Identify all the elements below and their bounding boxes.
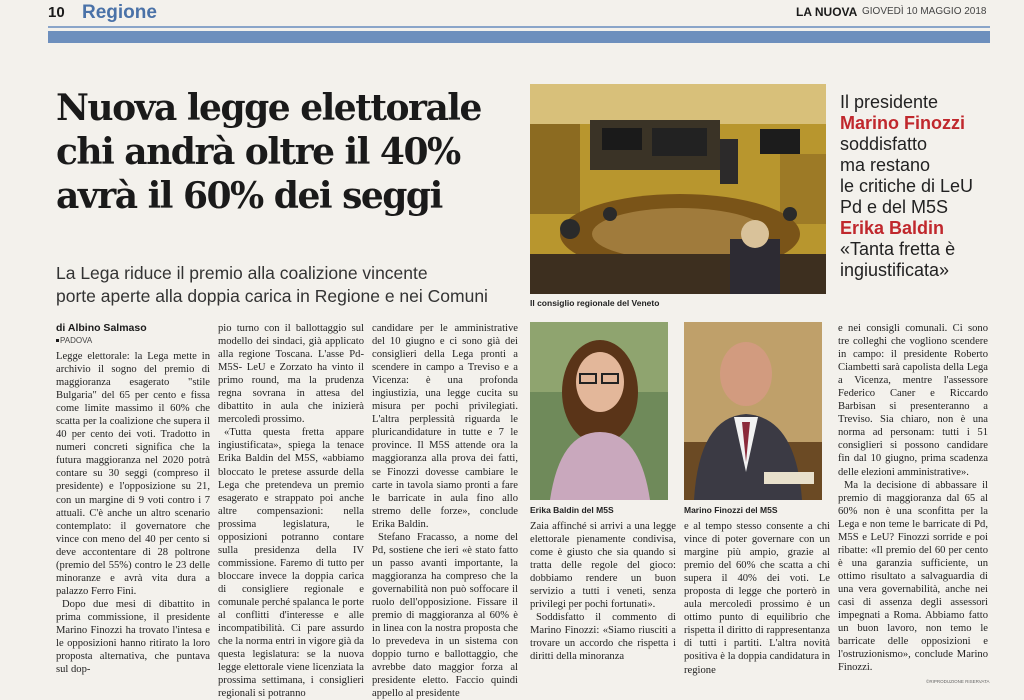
headline	[56, 86, 526, 218]
baldin-photo	[530, 322, 668, 500]
headline-line: Nuova legge elettorale	[56, 87, 481, 129]
finozzi-caption: Marino Finozzi del M5S	[684, 505, 778, 515]
text-column	[218, 322, 364, 700]
header-rule	[48, 26, 990, 28]
paper-name: LA NUOVA	[796, 5, 858, 19]
issue-date: GIOVEDÌ 10 MAGGIO 2018	[862, 6, 987, 17]
paragraph: Soddisfatto il commento di Marino Finozzi: «Siamo riusciti a trovare un accordo che rispetta i diritti della minoranza	[530, 612, 676, 663]
text-column	[684, 520, 830, 676]
sidebar-line: Pd e del M5S	[840, 197, 949, 217]
location-mark	[56, 339, 59, 342]
council-caption: Il consiglio regionale del Veneto	[530, 298, 660, 308]
sidebar-name: Marino Finozzi	[840, 113, 965, 133]
paragraph: pio turno con il ballottaggio sul modello dei sindaci, già applicato alla regione Toscana. L'asse Pd- M5S- LeU e Zorzato ha vinto il primo round, ma la prudenza regna sovrana in attesa del dibattito in aula che inizierà mercoledì prossimo.	[218, 323, 364, 426]
council-photo	[530, 84, 826, 294]
subtitle-line: porte aperte alla doppia carica in Regione e nei Comuni	[56, 286, 488, 306]
text-column	[372, 322, 518, 700]
baldin-caption: Erika Baldin del M5S	[530, 505, 614, 515]
text-column	[838, 322, 988, 674]
paragraph: Stefano Fracasso, a nome del Pd, sostiene che ieri «è stato fatto un passo avanti importante, la maggioranza ha compreso che la governabilità non può soffocare il ruolo dell'opposizione. Fissare il premio di maggioranza al 60% è in linea con la nostra proposta che lo prevedeva in un sistema con doppio turno e ballottaggio, che avrebbe dato maggior forza al presidente eletto. Faccio quindi appello al presidente	[372, 531, 518, 700]
headline-line: chi andrà oltre il 40%	[56, 131, 460, 173]
paragraph: candidare per le amministrative del 10 giugno e ci sono già dei consiglieri della Lega pronti a scendere in campo a Treviso e a Vicenza: è una profonda ingiustizia, una legge cucita su misura per pochi privilegiati. L'altra perplessità riguarda le pluricandidature in tutte e 7 le province. Il M5S attende ora la maggioranza alla prova dei fatti, se Finozzi dovesse cambiare le carte in tavola siamo pronti a fare le barricate in aula fino allo stremo delle forze», conclude Erika Baldin.	[372, 323, 518, 530]
paragraph: Zaia affinché si arrivi a una legge elettorale pienamente condivisa, come è giusto che sia quando si tratta delle regole del gioco: dobbiamo rendere un buon servizio a tutti i veneti, senza privilegi per pochi fortunati».	[530, 521, 676, 611]
paragraph: Legge elettorale: la Lega mette in archivio il sogno del premio di maggioranza esagerato "stile Bulgaria" del 65 per cento e fissa come limite massimo il 60% che scatta per la coalizione che supera il 40 per cento dei voti. Tradotto in numeri concreti significa che la futura maggioranza nel 2020 potrà contare su 30 seggi (compreso il presidente) e l'opposizione su 21, con un margine di 9 voti contro i 7 attuali. C'è anche un altro scenario contemplato: il governatore che vince con meno del 40 per cento si deve accontentare di 28 poltrone (premio del 55%) contro le 23 delle minoranze e avrà vita dura a palazzo Ferro Fini.	[56, 351, 210, 597]
sidebar-name: Erika Baldin	[840, 218, 945, 238]
header-bar	[48, 31, 990, 43]
section-title: Regione	[82, 2, 157, 23]
sidebar-quote	[840, 92, 1010, 281]
sidebar-line: soddisfatto	[840, 134, 928, 154]
finozzi-photo	[684, 322, 822, 500]
paragraph: Ma la decisione di abbassare il premio di maggioranza dal 65 al 60% non è una sconfitta per la Lega e non teme le barricate di Pd, M5S e LeU? Finozzi sorride e poi ribatte: «Il premio del 60 per cento è una garanzia sufficiente, un ottimo risultato a salvaguardia di una vera governabilità, anche nei casi di assenza degli assessori impegnati a Roma. Abbiamo fatto un buon lavoro, non temo le barricate delle opposizioni e l'ostruzionismo», conclude Marino Finozzi.	[838, 479, 988, 674]
page-number: 10	[48, 4, 65, 21]
paragraph: «Tutta questa fretta appare ingiustificata», spiega la tenace Erika Baldin del M5S, «abbiamo bloccato le pretese assurde della Lega che pretendeva un premio esagerato e strappato poi anche altre compensazioni: nella prossima legislatura, le opposizioni potranno contare sulla presidenza della IV commissione. Faremo di tutto per bloccare invece la doppia carica di consigliere regionale e comunale perché spalanca le porte al conflitti d'interesse e alle incompatibilità. Ci pare assurdo che la norma entri in vigore già da questa legislatura: se la nuova legge elettorale viene licenziata la prossima settimana, i consiglieri regionali si potranno	[218, 427, 364, 700]
text-column	[56, 350, 210, 676]
headline-line: avrà il 60% dei seggi	[56, 175, 442, 217]
copyright-credit: ©RIPRODUZIONE RISERVATA	[926, 679, 990, 684]
sidebar-line: Il presidente	[840, 92, 939, 112]
sidebar-line: le critiche di LeU	[840, 176, 974, 196]
subtitle	[56, 262, 526, 308]
sidebar-line: «Tanta fretta è	[840, 239, 956, 259]
location: PADOVA	[60, 336, 93, 345]
subtitle-line: La Lega riduce il premio alla coalizione vincente	[56, 263, 428, 283]
byline: di Albino Salmaso	[56, 322, 147, 334]
text-column	[530, 520, 676, 672]
paragraph: Dopo due mesi di dibattito in prima commissione, il presidente Marino Finozzi ha trovato l'intesa e le opposizioni hanno ritirato la loro proposta alternativa, che puntava sul dop-	[56, 598, 210, 676]
paragraph: e al tempo stesso consente a chi vince di poter governare con un margine più ampio, grazie al premio del 60% che scatta a chi supera il 40% dei voti. Le proposta di legge che porterò in aula mercoledì prossimo è un ottimo punto di equilibrio che rispetta il diritto di rappresentanza di tutti i partiti. L'altra novità positiva è la doppia candidatura in regione	[684, 521, 830, 676]
sidebar-line: ingiustificata»	[840, 260, 950, 280]
sidebar-line: ma restano	[840, 155, 931, 175]
paragraph: e nei consigli comunali. Ci sono tre colleghi che vogliono scendere in campo: il presidente Roberto Ciambetti sarà capolista della Lega a Vicenza, mentre l'assessore Federico Caner e Riccardo Barbisan si presenteranno a Treviso. Sia chiaro, non è una norma ad personam: tutti i 51 consiglieri si possono candidare fin dal 10 giugno, prima scadenza delle elezioni amministrative».	[838, 323, 988, 478]
